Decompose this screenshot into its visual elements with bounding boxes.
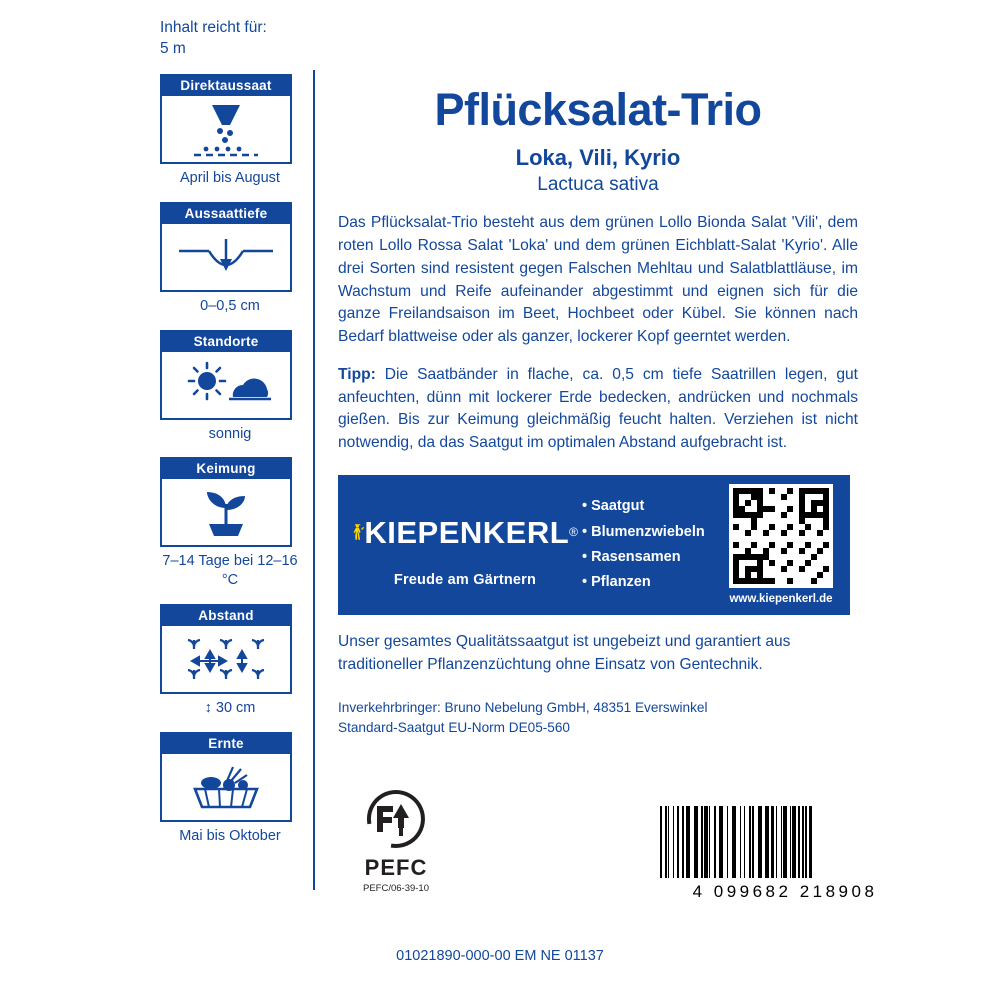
legal-line-2: Standard-Saatgut EU-Norm DE05-560 [338,719,570,735]
qr-code-icon [729,484,833,588]
brand-bullet: • Pflanzen [582,570,722,595]
brand-bullet: • Blumenzwiebeln [582,520,722,545]
tip-label: Tipp: [338,365,376,383]
info-block-aussaattiefe [160,202,300,316]
info-block-standorte [160,330,300,444]
content-coverage-value: 5 m [160,39,186,57]
pefc-label: PEFC [364,855,428,880]
quality-note: Unser gesamtes Qualitätssaatgut ist ungebeizt und garantiert aus traditioneller Pflanzenzüchtung ohne Einsatz von Gentechnik. [338,632,791,673]
brand-logo [338,501,578,588]
info-block-caption: 0–0,5 cm [200,297,260,314]
footer-code: 01021890-000-00 EM NE 01137 [396,948,604,964]
info-block-title: Ernte [162,734,290,754]
latin-name: Lactuca sativa [537,174,659,196]
harvest-basket-icon [162,754,290,820]
qr-code-area [722,484,850,605]
sprout-icon [162,479,290,545]
main-content [338,86,858,738]
tip-text: Die Saatbänder in flache, ca. 0,5 cm tiefe Saatrillen legen, gut anfeuchten, dünn mit lockerer Erde bedecken, andrücken und nochmals gießen. Bis zur Keimung gleichmäßig feucht halten. Verziehen ist nicht notwendig, da das Saatgut im optimalen Abstand aufgebracht ist. [338,365,858,452]
info-block-keimung [160,457,300,590]
info-block-abstand [160,604,300,718]
sowing-depth-icon [162,224,290,290]
brand-url: www.kiepenkerl.de [729,593,833,606]
brand-bullet: • Saatgut [582,494,722,519]
brand-slogan: Freude am Gärtnern [393,572,537,589]
brand-name: KIEPENKERL [364,514,570,550]
seed-sowing-icon [162,96,290,162]
content-coverage [160,18,300,60]
brand-banner [338,475,850,615]
info-block-caption: sonnig [208,425,252,442]
pefc-code: PEFC/06-39-10 [362,883,429,894]
info-block-title: Standorte [162,332,290,352]
info-block-title: Keimung [162,459,290,479]
info-block-ernte [160,732,300,846]
barcode-icon [660,806,910,878]
plant-spacing-icon [162,626,290,692]
info-block-caption: Mai bis Oktober [179,827,281,844]
pefc-logo-icon [357,790,435,848]
content-coverage-label: Inhalt reicht für: [160,19,267,36]
variety-names: Loka, Vili, Kyrio [515,145,681,171]
info-block-title: Abstand [162,606,290,626]
info-block-caption: April bis August [180,169,280,186]
tip-paragraph [338,364,858,455]
barcode-number: 4 099682 218908 [692,882,878,901]
info-block-direktaussaat [160,74,300,188]
pefc-certification [336,790,456,894]
left-info-column [160,18,300,860]
legal-info [338,698,858,737]
info-block-title: Direktaussaat [162,76,290,96]
sun-cloud-icon [162,352,290,418]
barcode-area [660,806,910,902]
column-divider [313,70,315,890]
description-text: Das Pflücksalat-Trio besteht aus dem grünen Lollo Bionda Salat 'Vili', dem roten Lollo Rossa Salat 'Loka' und dem grünen Eichblatt-Salat 'Kyrio'. Alle drei Sorten sind resistent gegen Falschen Mehltau und Salatblattläuse, im Wachstum und Reife aufeinander abgestimmt und eignen sich für die ganze Freilandsaison im Beet, Hochbeet oder Kübel. Sie können nach Bedarf blattweise oder als ganzer, lockerer Kopf geerntet werden. [338,214,858,346]
info-block-caption: 7–14 Tage bei 12–16 °C [162,553,298,589]
info-block-caption: ↕ 30 cm [204,700,256,717]
brand-product-list [578,494,722,596]
page-title: Pflücksalat-Trio [434,84,762,135]
legal-line-1: Inverkehrbringer: Bruno Nebelung GmbH, 48351 Everswinkel [338,700,708,716]
brand-bullet: • Rasensamen [582,545,722,570]
kiepenkerl-figure-icon [352,501,364,563]
registered-mark: ® [569,525,578,540]
info-block-title: Aussaattiefe [162,204,290,224]
